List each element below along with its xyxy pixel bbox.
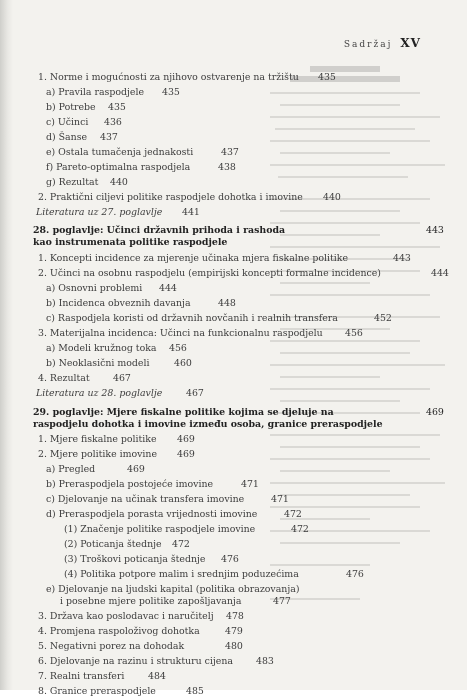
toc-entry: a) Pravila raspodjele 435 [46, 87, 180, 98]
toc-entry: 2. Praktični ciljevi politike raspodjele dohotka i imovine 440 [38, 192, 341, 203]
toc-page-number: 441 [182, 207, 200, 218]
toc-page-number: 469 [127, 464, 145, 475]
toc-entry: 3. Država kao poslodavac i naručitelj 478 [38, 611, 244, 622]
toc-page-number: 484 [148, 671, 166, 682]
toc-page-number: 471 [271, 494, 289, 505]
toc-page-number: 435 [108, 102, 126, 113]
toc-page-number: 452 [374, 313, 392, 324]
toc-entry: 4. Rezultat 467 [38, 373, 131, 384]
toc-page-number: 467 [186, 388, 204, 399]
toc-page-number: 472 [172, 539, 190, 550]
toc-page-number: 440 [110, 177, 128, 188]
toc-page-number: 456 [169, 343, 187, 354]
toc-page-number: 460 [174, 358, 192, 369]
toc-entry: (1) Značenje politike raspodjele imovine 472 [64, 524, 309, 535]
toc-page-number: 435 [162, 87, 180, 98]
toc-entry-literature: Literatura uz 27. poglavlje 441 [36, 207, 200, 218]
toc-page-number: 437 [100, 132, 118, 143]
toc-page-number: 437 [221, 147, 239, 158]
toc-entry: f) Pareto-optimalna raspodjela 438 [46, 162, 236, 173]
toc-page-number: 440 [323, 192, 341, 203]
toc-entry: (4) Politika potpore malim i srednjim poduzećima 476 [64, 569, 364, 580]
toc-page-number: 469 [426, 407, 444, 418]
chapter-heading-29-cont: raspodjelu dohotka i imovine između osoba, granice preraspodjele [33, 419, 383, 430]
toc-page-number: 480 [225, 641, 243, 652]
toc-page-number: 479 [225, 626, 243, 637]
toc-entry: i posebne mjere politike zapošljavanja 477 [60, 596, 291, 607]
toc-entry: a) Osnovni problemi 444 [46, 283, 177, 294]
toc-entry: 2. Učinci na osobnu raspodjelu (empirijski koncepti formalne incidence) 444 [38, 268, 449, 279]
toc-entry: 1. Mjere fiskalne politike 469 [38, 434, 195, 445]
chapter-heading-28: 28. poglavlje: Učinci državnih prihoda i rashoda 443 [33, 225, 444, 236]
toc-entry: b) Preraspodjela postojeće imovine 471 [46, 479, 259, 490]
toc-page-number: 443 [393, 253, 411, 264]
toc-entry: a) Modeli kružnog toka 456 [46, 343, 187, 354]
toc-entry: e) Djelovanje na ljudski kapital (politika obrazovanja) [46, 584, 300, 595]
toc-page-number: 435 [318, 72, 336, 83]
toc-entry: 5. Negativni porez na dohodak 480 [38, 641, 243, 652]
toc-entry: 1. Norme i mogućnosti za njihovo ostvarenje na tržištu 435 [38, 72, 336, 83]
toc-page-number: 436 [104, 117, 122, 128]
toc-page-number: 477 [273, 596, 291, 607]
toc-page-number: 469 [177, 449, 195, 460]
toc-page-number: 467 [113, 373, 131, 384]
toc-entry: 1. Koncepti incidence za mjerenje učinaka mjera fiskalne politike 443 [38, 253, 411, 264]
toc-page-number: 476 [346, 569, 364, 580]
toc-entry: (2) Poticanja štednje 472 [64, 539, 190, 550]
running-header [344, 36, 421, 50]
toc-entry: b) Incidenca obveznih davanja 448 [46, 298, 236, 309]
toc-page-number: 456 [345, 328, 363, 339]
toc-page-number: 444 [431, 268, 449, 279]
toc-page-number: 438 [218, 162, 236, 173]
toc-entry: a) Pregled 469 [46, 464, 145, 475]
toc-entry: c) Učinci 436 [46, 117, 122, 128]
toc-page-number: 483 [256, 656, 274, 667]
roman-page-number: XV [400, 36, 421, 50]
toc-page-number: 472 [284, 509, 302, 520]
toc-entry: d) Preraspodjela porasta vrijednosti imovine 472 [46, 509, 302, 520]
section-title: Sadržaj [343, 40, 393, 50]
toc-page-number: 476 [221, 554, 239, 565]
toc-page-number: 448 [218, 298, 236, 309]
toc-entry: 3. Materijalna incidenca: Učinci na funkcionalnu raspodjelu 456 [38, 328, 363, 339]
toc-page-number: 485 [186, 686, 204, 697]
toc-page-number: 469 [177, 434, 195, 445]
toc-page-number: 472 [291, 524, 309, 535]
toc-entry: e) Ostala tumačenja jednakosti 437 [46, 147, 239, 158]
toc-entry-literature: Literatura uz 28. poglavlje 467 [36, 388, 204, 399]
toc-page-number: 443 [426, 225, 444, 236]
toc-entry: c) Djelovanje na učinak transfera imovine 471 [46, 494, 289, 505]
toc-entry: c) Raspodjela koristi od državnih novčanih i realnih transfera 452 [46, 313, 392, 324]
toc-entry: g) Rezultat 440 [46, 177, 128, 188]
toc-entry: 4. Promjena raspoloživog dohotka 479 [38, 626, 243, 637]
toc-entry: 6. Djelovanje na razinu i strukturu cijena 483 [38, 656, 274, 667]
page-edge-shadow [0, 0, 13, 690]
toc-entry: d) Šanse 437 [46, 132, 118, 143]
toc-page-number: 478 [226, 611, 244, 622]
toc-entry: b) Potrebe 435 [46, 102, 126, 113]
toc-entry: 7. Realni transferi 484 [38, 671, 166, 682]
toc-page-number: 444 [159, 283, 177, 294]
chapter-heading-28-cont: kao instrumenata politike raspodjele [33, 237, 228, 248]
toc-entry: 2. Mjere politike imovine 469 [38, 449, 195, 460]
chapter-heading-29: 29. poglavlje: Mjere fiskalne politike kojima se djeluje na 469 [33, 407, 444, 418]
toc-entry: (3) Troškovi poticanja štednje 476 [64, 554, 239, 565]
toc-entry: b) Neoklasični modeli 460 [46, 358, 192, 369]
toc-page-number: 471 [241, 479, 259, 490]
toc-entry: 8. Granice preraspodjele 485 [38, 686, 204, 697]
